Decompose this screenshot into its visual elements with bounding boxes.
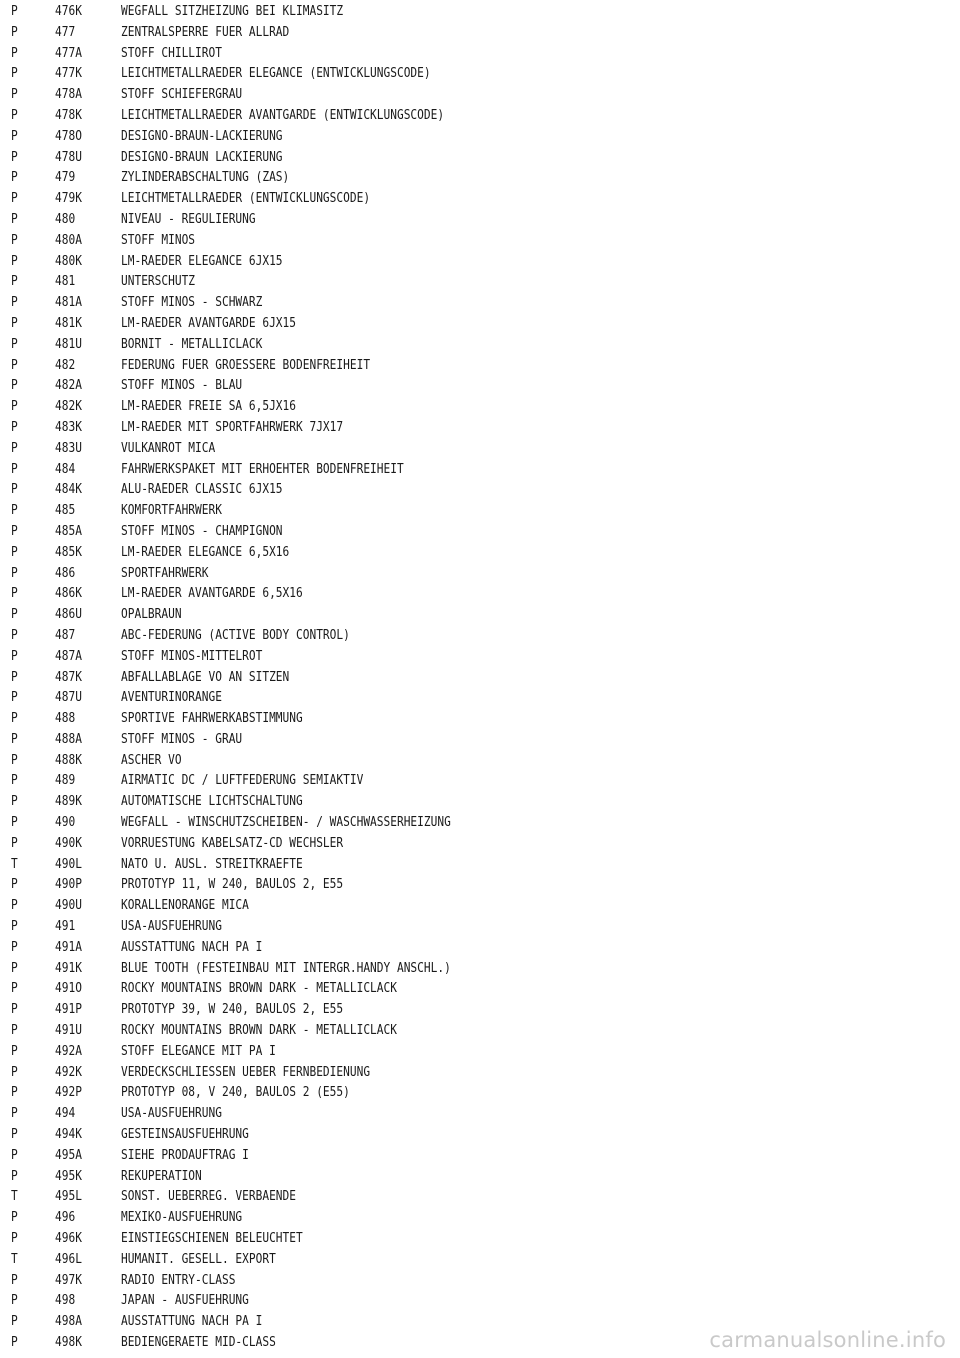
list-item: [0, 771, 960, 792]
list-item: [0, 356, 960, 377]
row-type: P: [11, 128, 18, 144]
row-type: P: [11, 1231, 18, 1247]
row-description: LEICHTMETALLRAEDER (ENTWICKLUNGSCODE): [121, 191, 371, 207]
row-description: EINSTIEGSCHIENEN BELEUCHTET: [121, 1231, 303, 1247]
list-item: [0, 376, 960, 397]
row-description: PROTOTYP 11, W 240, BAULOS 2, E55: [121, 877, 344, 893]
row-code: 481K: [55, 315, 82, 331]
row-code: 484: [55, 461, 76, 477]
row-code: 491U: [55, 1023, 82, 1039]
row-description: USA-AUSFUEHRUNG: [121, 1106, 222, 1122]
list-item: [0, 1250, 960, 1271]
list-item: [0, 543, 960, 564]
row-code: 491A: [55, 939, 82, 955]
row-code: 488: [55, 711, 76, 727]
list-item: [0, 1021, 960, 1042]
row-type: P: [11, 1314, 18, 1330]
row-code: 488A: [55, 731, 82, 747]
list-item: [0, 272, 960, 293]
row-code: 490L: [55, 856, 82, 872]
list-item: [0, 44, 960, 65]
row-code: 477A: [55, 45, 82, 61]
row-description: BEDIENGERAETE MID-CLASS: [121, 1335, 276, 1350]
row-code: 496: [55, 1210, 76, 1226]
list-item: [0, 168, 960, 189]
row-description: SONST. UEBERREG. VERBAENDE: [121, 1189, 297, 1205]
row-type: P: [11, 1085, 18, 1101]
row-type: P: [11, 482, 18, 498]
row-type: P: [11, 24, 18, 40]
row-description: NATO U. AUSL. STREITKRAEFTE: [121, 856, 303, 872]
row-description: BORNIT - METALLICLACK: [121, 336, 263, 352]
row-code: 489: [55, 773, 76, 789]
row-description: VERDECKSCHLIESSEN UEBER FERNBEDIENUNG: [121, 1064, 371, 1080]
list-item: [0, 792, 960, 813]
row-code: 498A: [55, 1314, 82, 1330]
row-description: OPALBRAUN: [121, 607, 182, 623]
list-item: [0, 979, 960, 1000]
row-type: P: [11, 399, 18, 415]
list-item: [0, 834, 960, 855]
list-item: [0, 418, 960, 439]
list-item: [0, 855, 960, 876]
row-code: 485A: [55, 523, 82, 539]
row-code: 492P: [55, 1085, 82, 1101]
row-type: P: [11, 1210, 18, 1226]
row-description: LEICHTMETALLRAEDER AVANTGARDE (ENTWICKLUNGSCODE): [121, 107, 445, 123]
row-description: ROCKY MOUNTAINS BROWN DARK - METALLICLACK: [121, 981, 397, 997]
row-description: AIRMATIC DC / LUFTFEDERUNG SEMIAKTIV: [121, 773, 364, 789]
row-code: 485K: [55, 544, 82, 560]
list-item: [0, 605, 960, 626]
list-item: [0, 875, 960, 896]
list-item: [0, 896, 960, 917]
row-type: P: [11, 731, 18, 747]
row-type: P: [11, 960, 18, 976]
list-item: [0, 668, 960, 689]
row-description: KOMFORTFAHRWERK: [121, 503, 222, 519]
row-description: GESTEINSAUSFUEHRUNG: [121, 1127, 249, 1143]
row-type: P: [11, 1272, 18, 1288]
row-type: P: [11, 1043, 18, 1059]
row-description: HUMANIT. GESELL. EXPORT: [121, 1251, 276, 1267]
list-item: [0, 501, 960, 522]
row-type: P: [11, 648, 18, 664]
row-code: 495A: [55, 1147, 82, 1163]
row-code: 495K: [55, 1168, 82, 1184]
row-type: P: [11, 211, 18, 227]
row-description: ABFALLABLAGE VO AN SITZEN: [121, 669, 290, 685]
row-code: 483U: [55, 440, 82, 456]
row-description: LM-RAEDER AVANTGARDE 6,5X16: [121, 586, 303, 602]
row-description: WEGFALL - WINSCHUTZSCHEIBEN- / WASCHWASSERHEIZUNG: [121, 815, 451, 831]
row-description: DESIGNO-BRAUN LACKIERUNG: [121, 149, 283, 165]
row-code: 482K: [55, 399, 82, 415]
row-description: STOFF CHILLIROT: [121, 45, 222, 61]
row-type: P: [11, 690, 18, 706]
row-code: 481A: [55, 295, 82, 311]
list-item: [0, 85, 960, 106]
row-description: WEGFALL SITZHEIZUNG BEI KLIMASITZ: [121, 4, 344, 19]
row-code: 489K: [55, 794, 82, 810]
row-description: STOFF MINOS - GRAU: [121, 731, 243, 747]
row-type: P: [11, 1106, 18, 1122]
row-code: 487: [55, 627, 76, 643]
row-code: 480K: [55, 253, 82, 269]
list-item: [0, 189, 960, 210]
row-description: STOFF SCHIEFERGRAU: [121, 87, 243, 103]
list-item: [0, 293, 960, 314]
row-description: MEXIKO-AUSFUEHRUNG: [121, 1210, 243, 1226]
row-type: P: [11, 627, 18, 643]
row-description: LM-RAEDER ELEGANCE 6JX15: [121, 253, 283, 269]
row-code: 492K: [55, 1064, 82, 1080]
row-code: 476K: [55, 4, 82, 19]
row-type: P: [11, 66, 18, 82]
row-code: 497K: [55, 1272, 82, 1288]
row-description: RADIO ENTRY-CLASS: [121, 1272, 236, 1288]
row-code: 491: [55, 919, 76, 935]
list-item: [0, 397, 960, 418]
row-description: LM-RAEDER AVANTGARDE 6JX15: [121, 315, 297, 331]
row-description: VULKANROT MICA: [121, 440, 216, 456]
row-code: 487U: [55, 690, 82, 706]
row-description: ABC-FEDERUNG (ACTIVE BODY CONTROL): [121, 627, 350, 643]
row-description: ZYLINDERABSCHALTUNG (ZAS): [121, 170, 290, 186]
row-type: P: [11, 170, 18, 186]
row-description: AVENTURINORANGE: [121, 690, 222, 706]
list-item: [0, 1291, 960, 1312]
row-type: T: [11, 1189, 18, 1205]
row-description: BLUE TOOTH (FESTEINBAU MIT INTERGR.HANDY ANSCHL.): [121, 960, 451, 976]
row-code: 482A: [55, 378, 82, 394]
row-description: STOFF MINOS - SCHWARZ: [121, 295, 263, 311]
row-code: 487A: [55, 648, 82, 664]
row-type: P: [11, 357, 18, 373]
row-type: P: [11, 295, 18, 311]
row-type: P: [11, 1147, 18, 1163]
row-code: 478O: [55, 128, 82, 144]
row-type: P: [11, 87, 18, 103]
list-item: [0, 730, 960, 751]
row-code: 496L: [55, 1251, 82, 1267]
list-item: [0, 813, 960, 834]
list-item: [0, 1125, 960, 1146]
row-code: 479: [55, 170, 76, 186]
row-type: P: [11, 1002, 18, 1018]
list-item: [0, 1187, 960, 1208]
row-description: REKUPERATION: [121, 1168, 202, 1184]
row-type: P: [11, 607, 18, 623]
list-item: [0, 314, 960, 335]
row-code: 487K: [55, 669, 82, 685]
list-item: [0, 1104, 960, 1125]
row-type: P: [11, 315, 18, 331]
list-item: [0, 1229, 960, 1250]
row-description: KORALLENORANGE MICA: [121, 898, 249, 914]
row-code: 481: [55, 274, 76, 290]
row-code: 490K: [55, 835, 82, 851]
list-item: [0, 231, 960, 252]
list-item: [0, 959, 960, 980]
row-type: P: [11, 107, 18, 123]
row-type: P: [11, 1023, 18, 1039]
row-code: 485: [55, 503, 76, 519]
row-code: 479K: [55, 191, 82, 207]
row-description: NIVEAU - REGULIERUNG: [121, 211, 256, 227]
list-item: [0, 584, 960, 605]
row-type: P: [11, 336, 18, 352]
row-description: STOFF MINOS: [121, 232, 196, 248]
row-description: STOFF MINOS - BLAU: [121, 378, 243, 394]
row-type: P: [11, 191, 18, 207]
row-description: SPORTIVE FAHRWERKABSTIMMUNG: [121, 711, 303, 727]
list-item: [0, 23, 960, 44]
row-code: 491O: [55, 981, 82, 997]
row-description: JAPAN - AUSFUEHRUNG: [121, 1293, 249, 1309]
row-description: AUTOMATISCHE LICHTSCHALTUNG: [121, 794, 303, 810]
row-type: P: [11, 1335, 18, 1350]
row-code: 482: [55, 357, 76, 373]
row-description: PROTOTYP 08, V 240, BAULOS 2 (E55): [121, 1085, 350, 1101]
row-type: P: [11, 232, 18, 248]
row-code: 486U: [55, 607, 82, 623]
list-item: [0, 1146, 960, 1167]
row-code: 488K: [55, 752, 82, 768]
row-type: P: [11, 378, 18, 394]
list-item: [0, 148, 960, 169]
row-description: ALU-RAEDER CLASSIC 6JX15: [121, 482, 283, 498]
row-code: 486K: [55, 586, 82, 602]
row-code: 490: [55, 815, 76, 831]
row-type: P: [11, 794, 18, 810]
list-item: [0, 626, 960, 647]
row-type: P: [11, 586, 18, 602]
list-item: [0, 335, 960, 356]
row-type: P: [11, 752, 18, 768]
row-type: P: [11, 1127, 18, 1143]
row-code: 480: [55, 211, 76, 227]
row-code: 486: [55, 565, 76, 581]
row-description: LEICHTMETALLRAEDER ELEGANCE (ENTWICKLUNGSCODE): [121, 66, 431, 82]
list-item: [0, 1083, 960, 1104]
row-type: P: [11, 440, 18, 456]
row-code: 496K: [55, 1231, 82, 1247]
list-item: [0, 1208, 960, 1229]
row-description: AUSSTATTUNG NACH PA I: [121, 939, 263, 955]
list-item: [0, 1271, 960, 1292]
row-type: P: [11, 1168, 18, 1184]
row-type: P: [11, 523, 18, 539]
row-type: P: [11, 773, 18, 789]
row-code: 490U: [55, 898, 82, 914]
row-description: ASCHER VO: [121, 752, 182, 768]
row-code: 494K: [55, 1127, 82, 1143]
row-description: STOFF MINOS-MITTELROT: [121, 648, 263, 664]
row-type: P: [11, 1293, 18, 1309]
row-type: T: [11, 1251, 18, 1267]
row-code: 491P: [55, 1002, 82, 1018]
row-code: 481U: [55, 336, 82, 352]
row-code: 498: [55, 1293, 76, 1309]
list-item: [0, 522, 960, 543]
list-item: [0, 252, 960, 273]
row-type: P: [11, 274, 18, 290]
row-type: P: [11, 4, 18, 19]
list-item: [0, 647, 960, 668]
list-item: [0, 106, 960, 127]
list-item: [0, 64, 960, 85]
row-type: T: [11, 856, 18, 872]
list-item: [0, 751, 960, 772]
list-item: [0, 917, 960, 938]
row-description: STOFF MINOS - CHAMPIGNON: [121, 523, 283, 539]
row-type: P: [11, 544, 18, 560]
row-code: 477: [55, 24, 76, 40]
row-type: P: [11, 461, 18, 477]
row-type: P: [11, 419, 18, 435]
row-code: 498K: [55, 1335, 82, 1350]
row-description: ROCKY MOUNTAINS BROWN DARK - METALLICLACK: [121, 1023, 397, 1039]
row-type: P: [11, 939, 18, 955]
row-description: LM-RAEDER MIT SPORTFAHRWERK 7JX17: [121, 419, 344, 435]
row-code: 492A: [55, 1043, 82, 1059]
row-description: LM-RAEDER FREIE SA 6,5JX16: [121, 399, 297, 415]
list-item: [0, 709, 960, 730]
row-description: UNTERSCHUTZ: [121, 274, 196, 290]
list-item: [0, 460, 960, 481]
row-code: 484K: [55, 482, 82, 498]
row-type: P: [11, 669, 18, 685]
row-code: 491K: [55, 960, 82, 976]
row-description: FAHRWERKSPAKET MIT ERHOEHTER BODENFREIHEIT: [121, 461, 404, 477]
row-description: FEDERUNG FUER GROESSERE BODENFREIHEIT: [121, 357, 371, 373]
row-code: 478U: [55, 149, 82, 165]
list-item: [0, 127, 960, 148]
row-type: P: [11, 815, 18, 831]
list-item: [0, 1167, 960, 1188]
row-type: P: [11, 835, 18, 851]
row-description: LM-RAEDER ELEGANCE 6,5X16: [121, 544, 290, 560]
row-type: P: [11, 1064, 18, 1080]
list-item: [0, 1000, 960, 1021]
row-code: 494: [55, 1106, 76, 1122]
row-code: 490P: [55, 877, 82, 893]
row-type: P: [11, 981, 18, 997]
row-description: USA-AUSFUEHRUNG: [121, 919, 222, 935]
list-item: [0, 1042, 960, 1063]
row-type: P: [11, 898, 18, 914]
row-type: P: [11, 45, 18, 61]
list-item: [0, 564, 960, 585]
row-type: P: [11, 503, 18, 519]
row-description: AUSSTATTUNG NACH PA I: [121, 1314, 263, 1330]
row-type: P: [11, 149, 18, 165]
list-item: [0, 439, 960, 460]
row-description: SIEHE PRODAUFTRAG I: [121, 1147, 249, 1163]
row-code: 477K: [55, 66, 82, 82]
row-type: P: [11, 711, 18, 727]
list-item: [0, 210, 960, 231]
row-code: 483K: [55, 419, 82, 435]
row-description: PROTOTYP 39, W 240, BAULOS 2, E55: [121, 1002, 344, 1018]
row-description: ZENTRALSPERRE FUER ALLRAD: [121, 24, 290, 40]
row-type: P: [11, 877, 18, 893]
row-type: P: [11, 253, 18, 269]
list-item: [0, 480, 960, 501]
row-code: 480A: [55, 232, 82, 248]
list-item: [0, 1063, 960, 1084]
row-description: SPORTFAHRWERK: [121, 565, 209, 581]
row-description: DESIGNO-BRAUN-LACKIERUNG: [121, 128, 283, 144]
row-type: P: [11, 565, 18, 581]
row-type: P: [11, 919, 18, 935]
row-code: 478A: [55, 87, 82, 103]
row-description: VORRUESTUNG KABELSATZ-CD WECHSLER: [121, 835, 344, 851]
list-item: [0, 688, 960, 709]
row-code: 495L: [55, 1189, 82, 1205]
list-item: [0, 938, 960, 959]
list-item: [0, 2, 960, 23]
watermark: carmanualsonline.info: [709, 1328, 946, 1352]
row-code: 478K: [55, 107, 82, 123]
row-description: STOFF ELEGANCE MIT PA I: [121, 1043, 276, 1059]
